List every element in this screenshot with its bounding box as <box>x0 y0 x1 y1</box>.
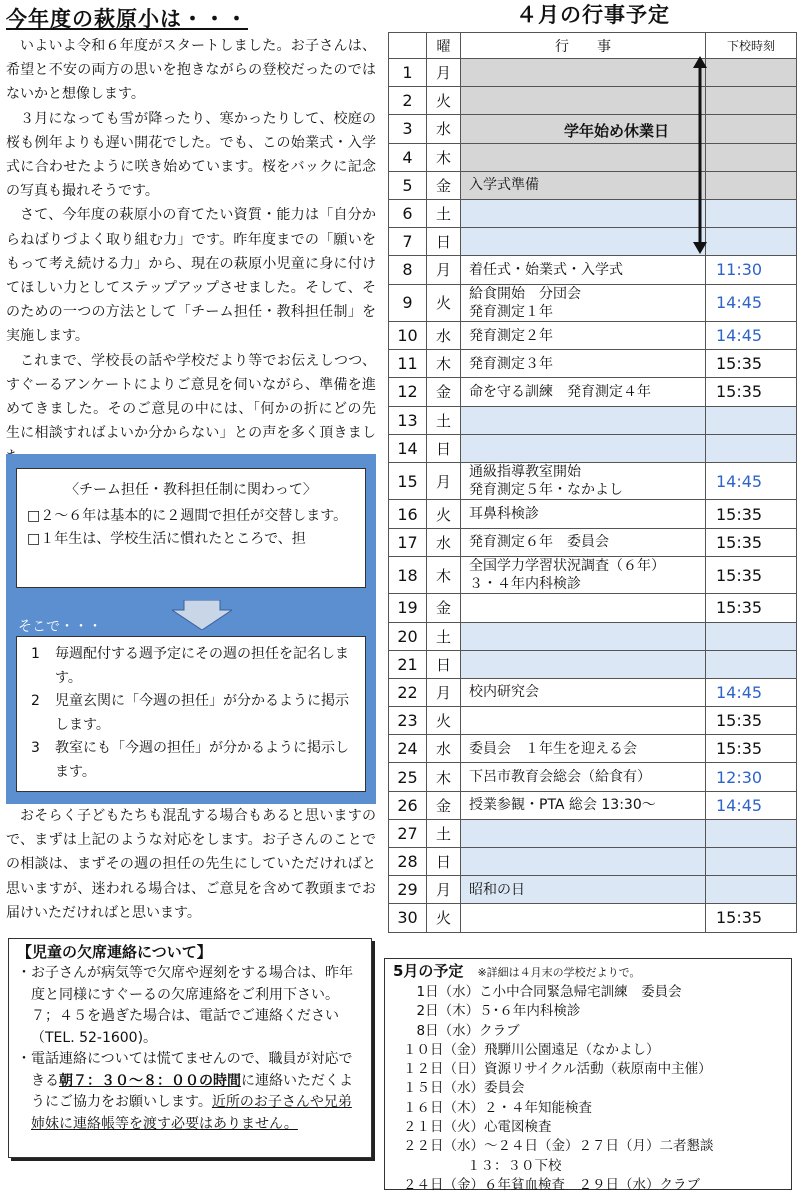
weekday-cell: 月 <box>427 256 461 284</box>
schedule-row <box>389 284 797 322</box>
date-cell: 27 <box>389 819 427 847</box>
box-item: □１年生は、学校生活に慣れたところで、担 <box>27 531 306 547</box>
event-cell <box>461 594 706 622</box>
date-cell: 15 <box>389 462 427 500</box>
date-cell: 20 <box>389 622 427 650</box>
date-cell: 1 <box>389 59 427 87</box>
event-cell <box>461 199 706 227</box>
may-schedule-box <box>384 958 792 1193</box>
measures-list <box>16 636 366 792</box>
april-schedule-table <box>388 32 797 933</box>
absence-item: ・ 電話連絡については慌てませんので、職員が対応できる朝７：３０～８：００の時間に連絡いただくようにご協力をお願いします。近所のお子さんや兄弟姉妹に連絡帳等を渡す必要はありません。 <box>17 1051 353 1132</box>
schedule-row <box>389 434 797 462</box>
event-cell <box>461 143 706 171</box>
schedule-row <box>389 462 797 500</box>
weekday-cell: 日 <box>427 848 461 876</box>
team-teacher-notes <box>16 468 366 588</box>
sokode-label: そこで・・・ <box>18 619 102 635</box>
schedule-row <box>389 87 797 115</box>
event-cell <box>461 650 706 678</box>
absence-contact-box <box>8 938 372 1158</box>
schedule-row <box>389 819 797 847</box>
date-cell: 22 <box>389 678 427 706</box>
intro-paragraph: いよいよ令和６年度がスタートしました。お子さんは、希望と不安の両方の思いを抱きながらの登校だったのではないかと想像します。 <box>6 38 376 103</box>
date-cell: 12 <box>389 378 427 406</box>
may-item: ２４日（金）６年貧血検査 ２９日（水）クラブ <box>403 1176 700 1193</box>
date-cell: 30 <box>389 904 427 932</box>
measure-item: 3 教室にも「今週の担任」が分かるように掲示します。 <box>31 740 349 780</box>
table-header-row <box>389 33 797 59</box>
schedule-row <box>389 848 797 876</box>
weekday-cell: 土 <box>427 199 461 227</box>
schedule-row <box>389 763 797 791</box>
event-cell <box>461 59 706 87</box>
weekday-cell: 月 <box>427 59 461 87</box>
may-item: １５日（水）委員会 <box>403 1080 525 1097</box>
event-cell: 昭和の日 <box>461 876 706 904</box>
date-cell: 10 <box>389 322 427 350</box>
event-cell: 給食開始 分団会 発育測定１年 <box>461 284 706 322</box>
date-cell: 29 <box>389 876 427 904</box>
time-cell <box>706 228 797 256</box>
event-cell <box>461 904 706 932</box>
event-cell: 耳鼻科検診 <box>461 500 706 528</box>
header-date <box>389 33 427 59</box>
time-cell <box>706 876 797 904</box>
absence-item: ・ お子さんが病気等で欠席や遅刻をする場合は、昨年度と同様にすぐーるの欠席連絡をご利用下さい。７；４５を過ぎた場合は、電話でご連絡ください（TEL. 52-1600)。 <box>17 965 353 1046</box>
date-cell: 7 <box>389 228 427 256</box>
time-cell: 14:45 <box>706 791 797 819</box>
event-cell <box>461 87 706 115</box>
weekday-cell: 水 <box>427 115 461 143</box>
may-item: ２２日（水）～２４日（金）２７日（月）二者懇談 <box>403 1138 714 1155</box>
event-cell: 命を守る訓練 発育測定４年 <box>461 378 706 406</box>
weekday-cell: 金 <box>427 791 461 819</box>
date-cell: 8 <box>389 256 427 284</box>
weekday-cell: 火 <box>427 500 461 528</box>
schedule-row <box>389 735 797 763</box>
time-cell: 14:45 <box>706 322 797 350</box>
time-cell: 15:35 <box>706 594 797 622</box>
event-cell <box>461 434 706 462</box>
box-heading: 〈チーム担任・教科担任制に関わって〉 <box>65 482 317 498</box>
date-cell: 17 <box>389 528 427 556</box>
schedule-row <box>389 322 797 350</box>
time-cell <box>706 650 797 678</box>
weekday-cell: 木 <box>427 350 461 378</box>
time-cell: 14:45 <box>706 678 797 706</box>
event-cell: 委員会 １年生を迎える会 <box>461 735 706 763</box>
weekday-cell: 火 <box>427 904 461 932</box>
weekday-cell: 火 <box>427 87 461 115</box>
weekday-cell: 土 <box>427 819 461 847</box>
header-event: 行 事 <box>461 33 706 59</box>
date-cell: 21 <box>389 650 427 678</box>
schedule-row <box>389 556 797 594</box>
time-cell: 15:35 <box>706 350 797 378</box>
event-cell: 着任式・始業式・入学式 <box>461 256 706 284</box>
schedule-row <box>389 791 797 819</box>
time-cell <box>706 199 797 227</box>
time-cell: 15:35 <box>706 378 797 406</box>
weekday-cell: 金 <box>427 171 461 199</box>
time-cell <box>706 434 797 462</box>
weekday-cell: 土 <box>427 406 461 434</box>
weekday-cell: 水 <box>427 322 461 350</box>
weekday-cell: 火 <box>427 707 461 735</box>
schedule-row <box>389 678 797 706</box>
may-item: ２１日（火）心電図検査 <box>403 1119 552 1136</box>
weekday-cell: 金 <box>427 378 461 406</box>
schedule-row <box>389 594 797 622</box>
time-cell <box>706 848 797 876</box>
down-arrow-icon <box>172 600 232 630</box>
left-column <box>6 4 376 921</box>
schedule-row <box>389 707 797 735</box>
intro-paragraph: さて、今年度の萩原小の育てたい資質・能力は「自分からねばりづよく取り組む力」です。昨年度までの「願いをもって考え続ける力」から、現在の萩原小児童に身に付けてほしい力としてステップアップさせました。そして、そのための一つの方法として「チーム担任・教科担任制」を実施します。 <box>6 207 376 345</box>
may-item: 2日（木）５･６年内科検診 <box>403 1003 581 1020</box>
schedule-row <box>389 622 797 650</box>
event-cell: 下呂市教育会総会（給食有） <box>461 763 706 791</box>
date-cell: 28 <box>389 848 427 876</box>
event-cell: 発育測定６年 委員会 <box>461 528 706 556</box>
event-cell <box>461 622 706 650</box>
contact-hours: 朝７：３０～８：００の時間 <box>59 1072 241 1089</box>
double-arrow-icon <box>688 56 712 254</box>
schedule-row <box>389 528 797 556</box>
weekday-cell: 木 <box>427 143 461 171</box>
date-cell: 13 <box>389 406 427 434</box>
weekday-cell: 水 <box>427 735 461 763</box>
event-cell <box>461 819 706 847</box>
schedule-row <box>389 500 797 528</box>
time-cell <box>706 406 797 434</box>
event-cell: 授業参観・PTA 総会 13:30～ <box>461 791 706 819</box>
time-cell <box>706 115 797 143</box>
may-item: 1日（水）こ小中合同緊急帰宅訓練 委員会 <box>403 984 682 1000</box>
weekday-cell: 月 <box>427 678 461 706</box>
time-cell <box>706 819 797 847</box>
may-item: １６日（木）２・４年知能検査 <box>403 1099 592 1116</box>
date-cell: 4 <box>389 143 427 171</box>
date-cell: 2 <box>389 87 427 115</box>
date-cell: 19 <box>389 594 427 622</box>
schedule-row <box>389 228 797 256</box>
time-cell: 15:35 <box>706 904 797 932</box>
event-cell: 校内研究会 <box>461 678 706 706</box>
event-cell <box>461 848 706 876</box>
schedule-row <box>389 350 797 378</box>
schedule-row <box>389 904 797 932</box>
schedule-row <box>389 378 797 406</box>
event-cell <box>461 228 706 256</box>
schedule-row <box>389 406 797 434</box>
schedule-row <box>389 143 797 171</box>
time-cell <box>706 622 797 650</box>
absence-heading: 【児童の欠席連絡について】 <box>17 943 212 961</box>
time-cell: 14:45 <box>706 462 797 500</box>
schedule-row <box>389 876 797 904</box>
holiday-label: 学年始め休業日 <box>564 122 670 140</box>
may-item: １０日（金）飛騨川公園遠足（なかよし） <box>403 1041 660 1058</box>
event-cell: 通級指導教室開始 発育測定５年・なかよし <box>461 462 706 500</box>
may-item: １３：３０下校 <box>467 1157 562 1174</box>
weekday-cell: 月 <box>427 462 461 500</box>
date-cell: 14 <box>389 434 427 462</box>
date-cell: 18 <box>389 556 427 594</box>
may-heading: 5月の予定 ※詳細は４月末の学校だよりで。 <box>393 962 641 980</box>
may-item: 8日（水）クラブ <box>403 1022 520 1039</box>
date-cell: 26 <box>389 791 427 819</box>
box-item: □２～６年は基本的に２週間で担任が交替します。 <box>27 508 348 524</box>
date-cell: 6 <box>389 199 427 227</box>
date-cell: 25 <box>389 763 427 791</box>
weekday-cell: 金 <box>427 594 461 622</box>
weekday-cell: 火 <box>427 284 461 322</box>
page-title: 今年度の萩原小は・・・ <box>6 7 248 31</box>
intro-paragraph: これまで、学校長の話や学校だより等でお伝えしつつ、すぐーるアンケートによりご意見を伺いながら、準備を進めてきました。そのご意見の中には、「何かの折にどの先生に相談すればよいか分からない」との声を多く頂きまし <box>6 352 376 442</box>
time-cell <box>706 171 797 199</box>
event-cell: 入学式準備 <box>461 171 706 199</box>
intro-text <box>6 34 376 470</box>
weekday-cell: 日 <box>427 650 461 678</box>
date-cell: 9 <box>389 284 427 322</box>
schedule-row <box>389 650 797 678</box>
time-cell: 15:35 <box>706 707 797 735</box>
header-dismissal-time: 下校時刻 <box>706 33 797 59</box>
measure-item: 1 毎週配付する週予定にその週の担任を記名します。 <box>31 646 349 686</box>
time-cell <box>706 59 797 87</box>
weekday-cell: 木 <box>427 763 461 791</box>
intro-paragraph: ３月になっても雪が降ったり、寒かったりして、校庭の桜も例年よりも遅い開花でした。でも、この始業式・入学式に合わせたように咲き始めています。桜をバックに記念の写真も撮れそうです。 <box>6 110 376 200</box>
time-cell <box>706 143 797 171</box>
time-cell <box>706 87 797 115</box>
date-cell: 11 <box>389 350 427 378</box>
time-cell: 15:35 <box>706 528 797 556</box>
time-cell: 15:35 <box>706 556 797 594</box>
schedule-row <box>389 256 797 284</box>
time-cell: 15:35 <box>706 735 797 763</box>
date-cell: 3 <box>389 115 427 143</box>
time-cell: 14:45 <box>706 284 797 322</box>
time-cell: 15:35 <box>706 500 797 528</box>
event-cell <box>461 707 706 735</box>
schedule-title: ４月の行事予定 <box>516 3 670 27</box>
may-item: １２日（日）資源リサイクル活動（萩原南中主催） <box>403 1061 712 1078</box>
weekday-cell: 木 <box>427 556 461 594</box>
event-cell: 発育測定２年 <box>461 322 706 350</box>
date-cell: 5 <box>389 171 427 199</box>
closing-text: おそらく子どもたちも混乱する場合もあると思いますので、まずは上記のような対応をします。お子さんのことでの相談は、まずその週の担任の先生にしていただければと思いますが、迷われる場合は、ご意見を含めて教頭までお届けいただければと思います。 <box>6 808 376 921</box>
schedule-row <box>389 59 797 87</box>
date-cell: 16 <box>389 500 427 528</box>
weekday-cell: 水 <box>427 528 461 556</box>
schedule-row <box>389 199 797 227</box>
date-cell: 23 <box>389 707 427 735</box>
schedule-row <box>389 171 797 199</box>
measure-item: 2 児童玄関に「今週の担任」が分かるように掲示します。 <box>31 693 349 733</box>
weekday-cell: 日 <box>427 434 461 462</box>
date-cell: 24 <box>389 735 427 763</box>
event-cell <box>461 406 706 434</box>
header-weekday: 曜 <box>427 33 461 59</box>
event-cell: 発育測定３年 <box>461 350 706 378</box>
team-teacher-box <box>6 454 376 804</box>
right-column <box>388 0 798 928</box>
weekday-cell: 土 <box>427 622 461 650</box>
time-cell: 12:30 <box>706 763 797 791</box>
weekday-cell: 月 <box>427 876 461 904</box>
weekday-cell: 日 <box>427 228 461 256</box>
event-cell: 全国学力学習状況調査（６年） ３・４年内科検診 <box>461 556 706 594</box>
time-cell: 11:30 <box>706 256 797 284</box>
